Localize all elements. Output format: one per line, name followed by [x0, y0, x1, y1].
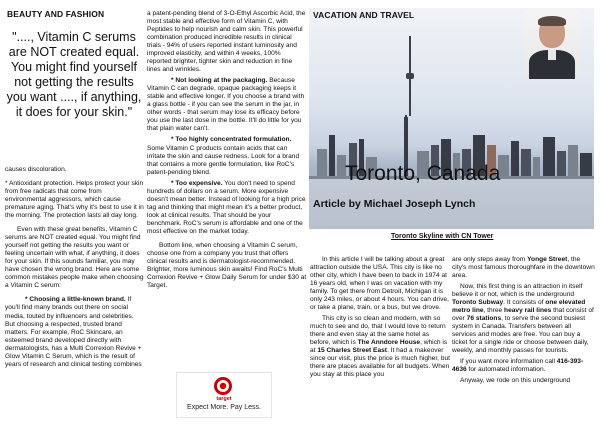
middle-paragraph-3	[147, 136, 307, 176]
hotel-address: 15 Charles Street East	[317, 347, 387, 355]
left-column-body	[5, 166, 144, 372]
pull-quote: "...., Vitamin C serums are NOT created equal. You might find yourself not getting the results you want ...., if anything, it does for your skin."	[6, 30, 142, 119]
photo-caption: Toronto Skyline with CN Tower	[391, 233, 494, 240]
section-header-travel: VACATION AND TRAVEL	[313, 10, 415, 20]
left-paragraph-4	[5, 296, 144, 368]
right-col2-p2-text-a: Now, this first thing is an attraction in itself believe it or not, which is the underground	[452, 283, 583, 299]
middle-paragraph-2	[147, 77, 307, 133]
middle-column-body	[147, 10, 307, 293]
right-col2-text-c: , the city's most famous thoroughfare in the downtown area.	[452, 256, 595, 280]
hotel-name: The Anndore House	[357, 339, 421, 347]
left-paragraph-3: Even with these great benefits, Vitamin C serums are NOT created equal. You might find yourself not getting the results you want or feeling uncertain with what, if anything, it does for your skin. If this sounds familiar, you may have chosen the wrong brand. Here are some common mistakes people make when choosing a Vitamin C serum:	[5, 226, 144, 290]
middle-paragraph-4-text: You don't need to spend hundreds of dollars on a serum. More expensive doesn't mean better. Instead of looking for a high price tag and thinking that might mean it's a better product, look at clinical results. That should be your benchmark. RoC's serum is affordable and one of the most effective on the market today.	[147, 179, 306, 235]
article-byline: Article by Michael Joseph Lynch	[313, 198, 476, 210]
hero-title: Toronto, Canada	[345, 162, 501, 185]
middle-paragraph-3-text: Some Vitamin C products contain acids that can irritate the skin and cause redness. Look for a brand that contains a more gentle formulation, like RoC's patent-pending blend.	[147, 144, 300, 176]
middle-paragraph-4	[147, 180, 307, 236]
right-col2-p3-text-c: for automated information.	[466, 366, 546, 374]
right-col2-paragraph-2	[452, 283, 595, 355]
left-paragraph-4-text: If you'll find many brands out there on social media, touted by influencers and celebrities. But choosing a respected, trusted brand matters. For example, RoC Skincare, an esteemed brand developed directly with dermatologists, has a Multi Correxion Revive + Glow Vitamin C Serum, which is the result of years of research and clinical testing combines	[5, 296, 142, 368]
right-col2-p2-text-c: . It consists of	[503, 299, 546, 307]
rail-lines: heavy rail lines	[504, 307, 552, 315]
right-col2-paragraph-1	[452, 256, 595, 280]
middle-subhead-concentration: * Too highly concentrated formulation.	[171, 136, 292, 144]
yonge-street: Yonge Street	[527, 256, 568, 263]
middle-subhead-expensive: * Too expensive.	[171, 179, 223, 187]
middle-paragraph-5: Bottom line, when choosing a Vitamin C serum, choose one from a company you trust that offers clinical results and is dermatologist-recommended. Brighter, more luminous skin awaits! Find RoC's Multi Correxion Revive + Glow Daily Serum for under $30 at Target.	[147, 241, 307, 289]
target-bullseye-icon	[213, 376, 233, 396]
right-col2-text-a: are only steps away from	[452, 256, 528, 263]
toronto-subway: Toronto Subway	[452, 299, 504, 307]
right-column-1	[310, 256, 450, 382]
right-col2-p2-text-f: , to serve the second busiest system in Canada. Transfers between all services and modes are free. You can buy a ticket for a single ride or choose between daily, weekly, and monthly passes for tourists.	[452, 315, 589, 355]
station-count: 76 stations	[466, 315, 502, 323]
middle-subhead-packaging: * Not looking at the packaging.	[171, 77, 268, 85]
right-col1-text-d: . It had a makeover since our visit, plus the price is much higher, but there are places available for all budgets. When you stay at this place you	[310, 347, 451, 379]
right-col2-paragraph-3	[452, 358, 595, 374]
right-column-2	[452, 256, 595, 388]
target-ad[interactable]	[176, 372, 272, 418]
right-col2-p3-text-a: If you want more information call	[460, 358, 557, 366]
middle-paragraph-1: a patent-pending blend of 3-O-Ethyl Ascorbic Acid, the most stable and effective form of Vitamin C, with Peptides to help nourish and calm skin. This powerful combination produced incredible results in clinical trials - 94% of users reported instant luminosity and improved elasticity, and within 4 weeks, 100% reported brighter, tighter skin and reduction in fine lines and wrinkles.	[147, 10, 306, 74]
left-subhead-brand: * Choosing a little-known brand.	[25, 296, 126, 304]
author-portrait	[523, 10, 581, 79]
target-slogan: Expect More. Pay Less.	[187, 404, 261, 411]
target-wordmark: target	[216, 396, 232, 402]
middle-paragraph-2-text: Because Vitamin C can degrade, opaque packaging keeps it stable and effective longer. If you choose a brand with a glass bottle - if you can see the serum in the jar, in other words - that serum may lose its efficacy before you use the last dose in the bottle. It'll do little for you that plain water can't.	[147, 77, 305, 133]
metro-line: one elevated metro line	[452, 299, 586, 315]
right-col1-paragraph-1: In this article I will be talking about a great attraction outside the USA. This city is like no other city, which I have been to back in 1974 at 16 years old, when I was on vacation with my family. To get there from Detroit, Michigan it is only 243 miles, or about 4 hours. You can drive, or take a plane, train, or a bus, but we drove.	[310, 256, 449, 312]
right-col1-text-a: This city is so clean and modern, with so much to see and do, that I would love to return there and even stay at the same hotel as before, which is	[310, 315, 446, 347]
right-col2-p2-text-e: that consist of over	[452, 307, 594, 323]
right-col2-p2-text-d: , three	[483, 307, 505, 315]
right-col1-text-c: , which is at	[310, 339, 448, 355]
right-col1-paragraph-2	[310, 315, 450, 379]
right-col2-paragraph-4: Anyway, we rode on this underground	[460, 377, 571, 385]
left-paragraph-2: * Antioxidant protection. Helps protect your skin from free radicals that come from environmental aggressors, which cause premature aging. That's why it's best to use it in the morning. The protection lasts all day long.	[5, 180, 144, 220]
section-header-beauty: BEAUTY AND FASHION	[7, 9, 105, 19]
phone-number[interactable]: 416-393-4636	[452, 358, 584, 374]
left-paragraph-1: causes discoloration.	[5, 166, 67, 173]
